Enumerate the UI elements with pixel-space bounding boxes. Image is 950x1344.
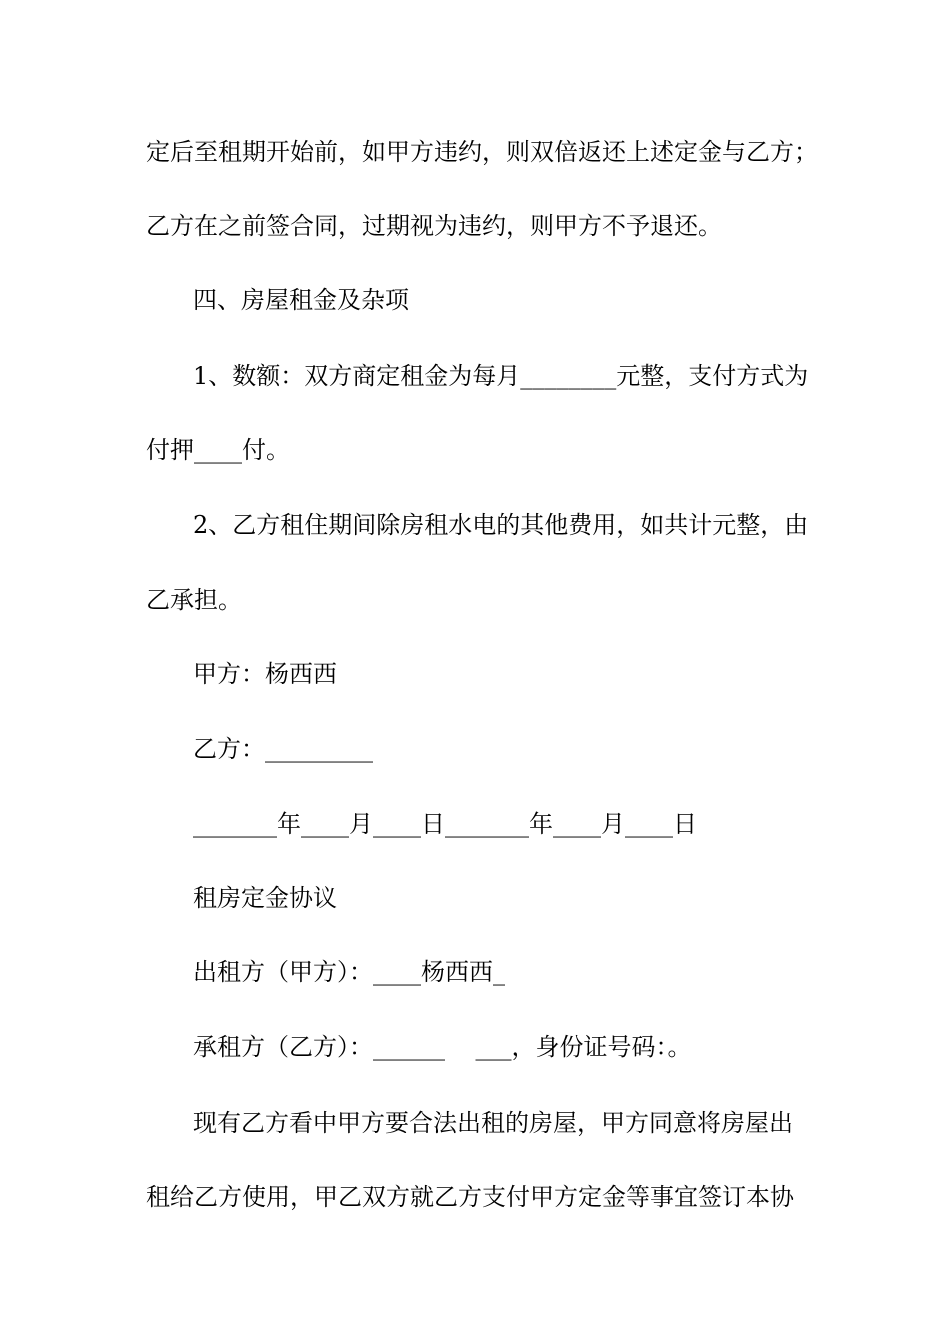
paragraph-line: 定后至租期开始前，如甲方违约，则双倍返还上述定金与乙方； [146,138,818,166]
party-a-line: 甲方：杨西西 [193,660,337,688]
lessee-line: 承租方（乙方）：______ ___，身份证号码：。 [193,1033,692,1061]
lessor-line: 出租方（甲方）：____杨西西_ [193,958,505,986]
paragraph-line: 现有乙方看中甲方要合法出租的房屋，甲方同意将房屋出 [193,1109,793,1137]
paragraph-line: 2、乙方租住期间除房租水电的其他费用，如共计元整，由 [193,511,809,539]
date-line: _______年____月____日_______年____月____日 [193,810,697,838]
paragraph-line: 乙方在之前签合同，过期视为违约，则甲方不予退还。 [146,212,722,240]
paragraph-line: 乙承担。 [146,586,242,614]
paragraph-line: 付押____付。 [146,436,290,464]
document-title: 租房定金协议 [193,884,337,912]
paragraph-line: 1、数额：双方商定租金为每月________元整，支付方式为 [193,362,809,390]
paragraph-line: 租给乙方使用，甲乙双方就乙方支付甲方定金等事宜签订本协 [146,1183,794,1211]
party-b-line: 乙方：_________ [193,735,373,763]
section-heading: 四、房屋租金及杂项 [193,286,409,314]
